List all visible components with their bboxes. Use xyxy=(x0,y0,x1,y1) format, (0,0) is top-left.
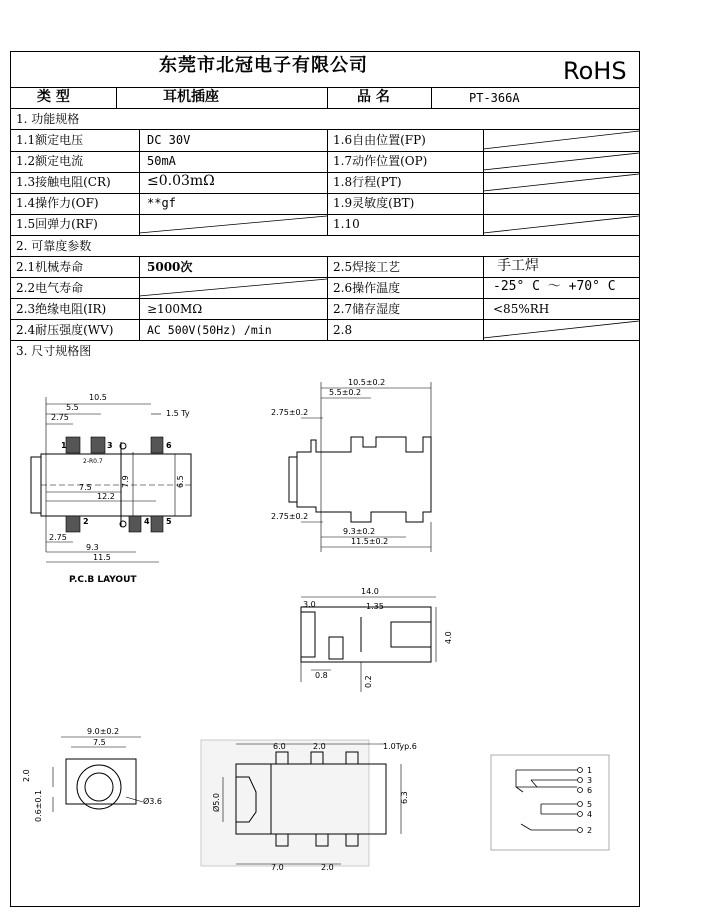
dim-label: 6.3 xyxy=(400,791,409,804)
dim-label: 5.5 xyxy=(66,403,79,412)
spec-value: 5000次 xyxy=(147,260,193,274)
schematic-pin: 1 xyxy=(587,766,593,775)
dim-label: 9.3 xyxy=(86,543,99,552)
spec-label: 2.4耐压强度(WV) xyxy=(16,323,114,337)
rohs-mark: RoHS xyxy=(563,57,627,85)
dim-label: 1.35 xyxy=(366,602,384,611)
schematic-pin: 3 xyxy=(587,776,593,785)
dim-label: 1.0Typ.6 xyxy=(383,742,417,751)
spec-value: <85%RH xyxy=(493,302,550,316)
dim-label: 0.8 xyxy=(315,671,328,680)
dim-label: 0.6±0.1 xyxy=(34,789,43,822)
spec-value: ≤0.03mΩ xyxy=(147,173,215,189)
technical-drawings xyxy=(11,52,641,908)
product-label: 品 名 xyxy=(357,89,390,105)
pin-label: 6 xyxy=(166,441,172,450)
spec-label: 1.8行程(PT) xyxy=(333,175,402,189)
spec-value: -25° C ～ +70° C xyxy=(493,279,616,294)
dim-label: 10.5±0.2 xyxy=(348,378,386,387)
spec-label: 1.6自由位置(FP) xyxy=(333,133,426,147)
dim-label: Ø3.6 xyxy=(143,797,163,806)
pin-label: 4 xyxy=(144,517,150,526)
spec-label: 1.5回弹力(RF) xyxy=(16,217,98,231)
spec-label: 2.2电气寿命 xyxy=(16,281,84,295)
dim-label: 4.0 xyxy=(444,631,453,644)
dim-label: 9.3±0.2 xyxy=(343,527,376,536)
spec-label: 2.3绝缘电阻(IR) xyxy=(16,302,107,316)
type-label: 类 型 xyxy=(37,89,70,105)
dim-label: 3.0 xyxy=(303,600,316,609)
spec-value: DC 30V xyxy=(147,133,191,147)
spec-label: 2.6操作温度 xyxy=(333,281,401,295)
dim-label: 7.0 xyxy=(271,863,284,872)
spec-label: 1.2额定电流 xyxy=(16,154,84,168)
pcb-caption: P.C.B LAYOUT xyxy=(69,575,137,585)
dim-label: 7.5 xyxy=(79,483,92,492)
schematic-pin: 4 xyxy=(587,810,593,819)
dim-label: 2.0 xyxy=(321,863,334,872)
dim-label: 2.75 xyxy=(49,533,67,542)
dim-label: 1.5 Ty xyxy=(166,409,190,418)
dim-label: 0.2 xyxy=(364,675,373,688)
dim-label: 11.5 xyxy=(93,553,111,562)
type-value: 耳机插座 xyxy=(163,89,219,105)
schematic-pin: 6 xyxy=(587,786,593,795)
front-view-drawing xyxy=(53,737,143,812)
dim-label: 11.5±0.2 xyxy=(351,537,389,546)
spec-label: 2.7储存湿度 xyxy=(333,302,401,316)
spec-value: **gf xyxy=(147,196,176,210)
spec-label: 1.1额定电压 xyxy=(16,133,84,147)
section3-title: 3. 尺寸规格图 xyxy=(16,344,92,358)
bottom-view-drawing xyxy=(201,740,401,866)
dim-label: 2-R0.7 xyxy=(83,458,103,465)
section2-title: 2. 可靠度参数 xyxy=(16,239,92,253)
spec-value: 手工焊 xyxy=(497,258,539,274)
dim-label: 2.0 xyxy=(313,742,326,751)
dim-label: 5.5±0.2 xyxy=(329,388,362,397)
dim-label: 7.5 xyxy=(93,738,106,747)
section1-title: 1. 功能规格 xyxy=(16,112,80,126)
dim-label: 9.0±0.2 xyxy=(87,727,120,736)
spec-value: AC 500V(50Hz) /min xyxy=(147,323,272,337)
dim-label: 2.75 xyxy=(51,413,69,422)
pin-label: 5 xyxy=(166,517,172,526)
dim-label: 12.2 xyxy=(97,492,115,501)
dim-label: 7.9 xyxy=(121,475,130,488)
pin-label: 3 xyxy=(107,441,113,450)
spec-label: 1.3接触电阻(CR) xyxy=(16,175,111,189)
spec-label: 2.5焊接工艺 xyxy=(333,260,401,274)
spec-value: 50mA xyxy=(147,154,176,168)
spec-value: ≥100MΩ xyxy=(147,302,203,316)
dim-label: 2.75±0.2 xyxy=(271,512,309,521)
schematic-pin: 2 xyxy=(587,826,593,835)
dim-label: 6.5 xyxy=(176,475,185,488)
spec-label: 2.8 xyxy=(333,323,353,337)
dim-label: 2.75±0.2 xyxy=(271,408,309,417)
pin-label: 1 xyxy=(61,441,67,450)
dim-label: 10.5 xyxy=(89,393,107,402)
spec-label: 1.10 xyxy=(333,217,360,231)
dim-label: 14.0 xyxy=(361,587,379,596)
spec-label: 1.4操作力(OF) xyxy=(16,196,99,210)
spec-sheet xyxy=(10,51,640,907)
schematic-pin: 5 xyxy=(587,800,593,809)
company-name: 东莞市北冠电子有限公司 xyxy=(159,55,368,76)
dim-label: Ø5.0 xyxy=(212,792,221,812)
product-value: PT-366A xyxy=(469,91,520,105)
dim-label: 6.0 xyxy=(273,742,286,751)
spec-label: 1.7动作位置(OP) xyxy=(333,154,428,168)
pin-label: 2 xyxy=(83,517,89,526)
dim-label: 2.0 xyxy=(22,769,31,782)
spec-label: 1.9灵敏度(BT) xyxy=(333,196,415,210)
spec-label: 2.1机械寿命 xyxy=(16,260,84,274)
